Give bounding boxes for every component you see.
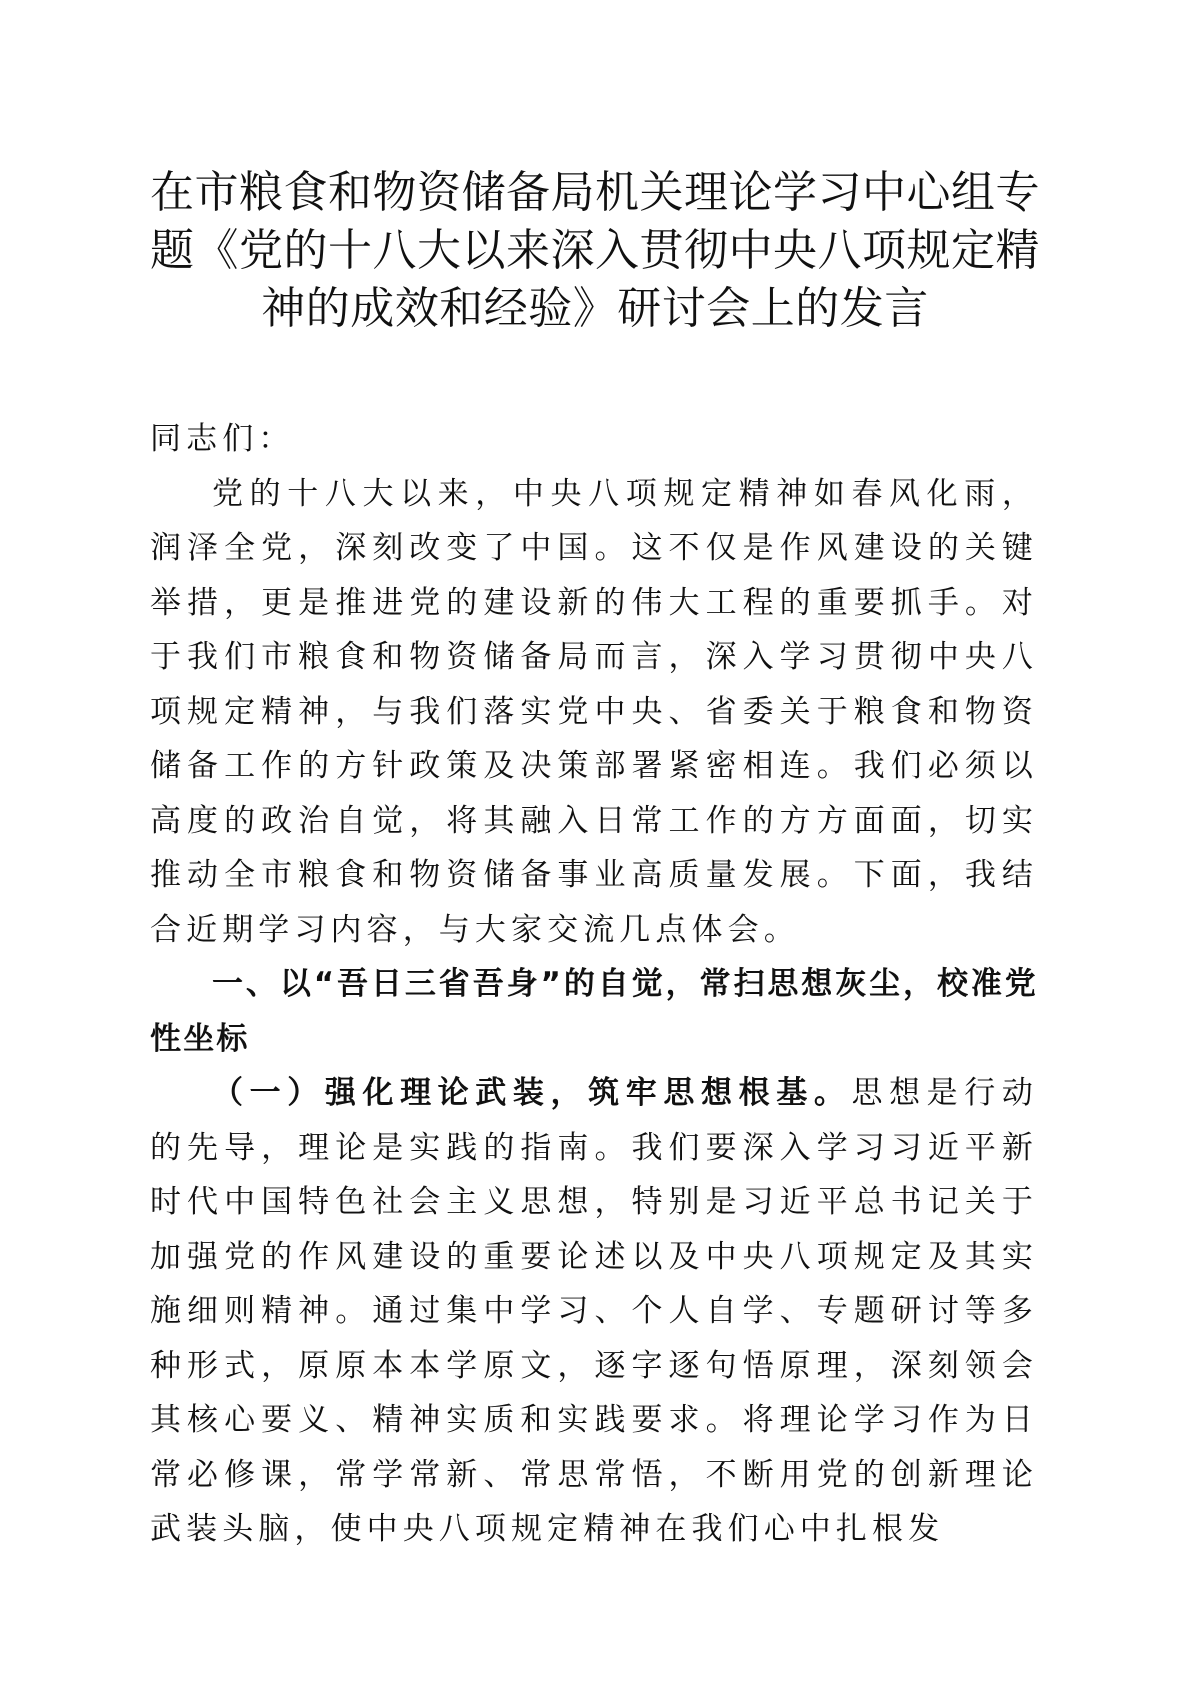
document-body [150, 412, 1038, 1557]
document-title: 在市粮食和物资储备局机关理论学习中心组专题《党的十八大以来深入贯彻中央八项规定精神的成效和经验》研讨会上的发言 [150, 167, 1040, 334]
subsection-paragraph-1 [150, 1066, 1038, 1557]
intro-paragraph: 党的十八大以来，中央八项规定精神如春风化雨，润泽全党，深刻改变了中国。这不仅是作风建设的关键举措，更是推进党的建设新的伟大工程的重要抓手。对于我们市粮食和物资储备局而言，深入学习贯彻中央八项规定精神，与我们落实党中央、省委关于粮食和物资储备工作的方针政策及决策部署紧密相连。我们必须以高度的政治自觉，将其融入日常工作的方方面面，切实推动全市粮食和物资储备事业高质量发展。下面，我结合近期学习内容，与大家交流几点体会。 [150, 475, 1038, 948]
section-heading-1: 一、以“吾日三省吾身”的自觉，常扫思想灰尘，校准党性坐标 [150, 966, 1038, 1057]
subsection-lead-1: （一）强化理论武装，筑牢思想根基。 [212, 1075, 852, 1111]
salutation: 同志们： [150, 421, 295, 457]
subsection-text-1: 思想是行动的先导，理论是实践的指南。我们要深入学习习近平新时代中国特色社会主义思想，特别是习近平总书记关于加强党的作风建设的重要论述以及中央八项规定及其实施细则精神。通过集中学习、个人自学、专题研讨等多种形式，原原本本学原文，逐字逐句悟原理，深刻领会其核心要义、精神实质和实践要求。将理论学习作为日常必修课，常学常新、常思常悟，不断用党的创新理论武装头脑，使中央八项规定精神在我们心中扎根发 [150, 1075, 1039, 1547]
